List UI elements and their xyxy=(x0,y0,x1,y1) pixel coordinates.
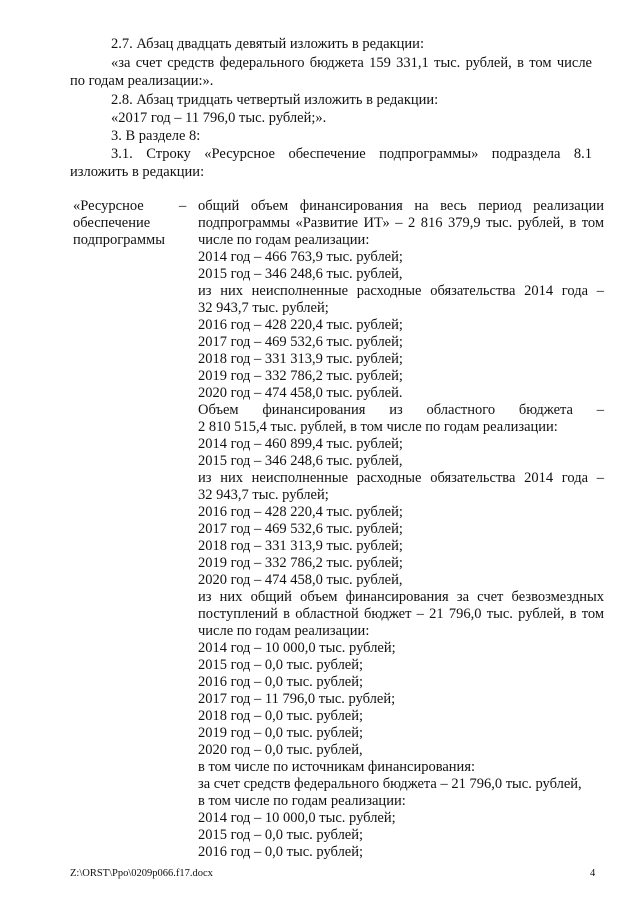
financing-line: 2014 год – 460 899,4 тыс. рублей; xyxy=(198,436,403,452)
financing-line: из них общий объем финансирования за счет безвозмездных xyxy=(198,589,604,605)
financing-line: 2018 год – 331 313,9 тыс. рублей; xyxy=(198,351,403,367)
financing-line: 2019 год – 332 786,2 тыс. рублей; xyxy=(198,368,403,384)
financing-line: из них неисполненные расходные обязательства 2014 года – xyxy=(198,283,604,299)
financing-line: 2015 год – 346 248,6 тыс. рублей, xyxy=(198,453,403,469)
paragraph-2-8: 2.8. Абзац тридцать четвертый изложить в редакции: xyxy=(111,92,439,108)
paragraph-2-7-quote-line1: «за счет средств федерального бюджета 159 331,1 тыс. рублей, в том числе xyxy=(111,55,592,71)
financing-line: 2017 год – 469 532,6 тыс. рублей; xyxy=(198,334,403,350)
financing-line: за счет средств федерального бюджета – 21 796,0 тыс. рублей, xyxy=(198,776,582,792)
financing-line: поступлений в областной бюджет – 21 796,0 тыс. рублей, в том xyxy=(198,606,604,622)
paragraph-3: 3. В разделе 8: xyxy=(111,128,201,144)
footer-file-path: Z:\ORST\Ppo\0209p066.f17.docx xyxy=(70,868,213,879)
financing-line: 2018 год – 331 313,9 тыс. рублей; xyxy=(198,538,403,554)
financing-line: в том числе по источникам финансирования: xyxy=(198,759,476,775)
financing-line: 2014 год – 10 000,0 тыс. рублей; xyxy=(198,640,396,656)
financing-line: 2014 год – 466 763,9 тыс. рублей; xyxy=(198,249,403,265)
financing-line: из них неисполненные расходные обязательства 2014 года – xyxy=(198,470,604,486)
row-dash: – xyxy=(179,198,187,214)
footer-page-number: 4 xyxy=(590,868,596,879)
financing-line: 2015 год – 346 248,6 тыс. рублей, xyxy=(198,266,403,282)
financing-line: 2017 год – 469 532,6 тыс. рублей; xyxy=(198,521,403,537)
paragraph-2-8-quote: «2017 год – 11 796,0 тыс. рублей;». xyxy=(111,110,327,126)
financing-line: 32 943,7 тыс. рублей; xyxy=(198,487,329,503)
financing-line: подпрограммы «Развитие ИТ» – 2 816 379,9 тыс. рублей, в том xyxy=(198,215,604,231)
financing-line: 2015 год – 0,0 тыс. рублей; xyxy=(198,827,364,843)
financing-line: общий объем финансирования на весь период реализации xyxy=(198,198,604,214)
financing-line: 2016 год – 0,0 тыс. рублей; xyxy=(198,844,364,860)
financing-line: числе по годам реализации: xyxy=(198,232,370,248)
paragraph-2-7-quote-line2: по годам реализации:». xyxy=(70,73,214,89)
financing-line: 2016 год – 428 220,4 тыс. рублей; xyxy=(198,504,403,520)
financing-line: 2017 год – 11 796,0 тыс. рублей; xyxy=(198,691,396,707)
financing-line: 2016 год – 0,0 тыс. рублей; xyxy=(198,674,364,690)
financing-line: 2019 год – 0,0 тыс. рублей; xyxy=(198,725,364,741)
financing-line: 2020 год – 474 458,0 тыс. рублей. xyxy=(198,385,403,401)
financing-line: числе по годам реализации: xyxy=(198,623,370,639)
financing-line: 2 810 515,4 тыс. рублей, в том числе по годам реализации: xyxy=(198,419,558,435)
financing-line: 32 943,7 тыс. рублей; xyxy=(198,300,329,316)
row-label-line3: подпрограммы xyxy=(73,232,165,248)
row-label-line1: «Ресурсное xyxy=(73,198,144,214)
financing-line: 2016 год – 428 220,4 тыс. рублей; xyxy=(198,317,403,333)
paragraph-2-7: 2.7. Абзац двадцать девятый изложить в редакции: xyxy=(111,36,424,52)
financing-line: 2019 год – 332 786,2 тыс. рублей; xyxy=(198,555,403,571)
financing-line: 2020 год – 0,0 тыс. рублей, xyxy=(198,742,363,758)
paragraph-3-1-line1: 3.1. Строку «Ресурсное обеспечение подпрограммы» подраздела 8.1 xyxy=(111,146,592,162)
paragraph-3-1-line2: изложить в редакции: xyxy=(70,164,205,180)
financing-line: 2020 год – 474 458,0 тыс. рублей, xyxy=(198,572,403,588)
financing-line: 2018 год – 0,0 тыс. рублей; xyxy=(198,708,364,724)
financing-line: Объем финансирования из областного бюджета – xyxy=(198,402,604,418)
row-label-line2: обеспечение xyxy=(73,215,151,231)
financing-line: 2015 год – 0,0 тыс. рублей; xyxy=(198,657,364,673)
financing-line: в том числе по годам реализации: xyxy=(198,793,406,809)
financing-line: 2014 год – 10 000,0 тыс. рублей; xyxy=(198,810,396,826)
